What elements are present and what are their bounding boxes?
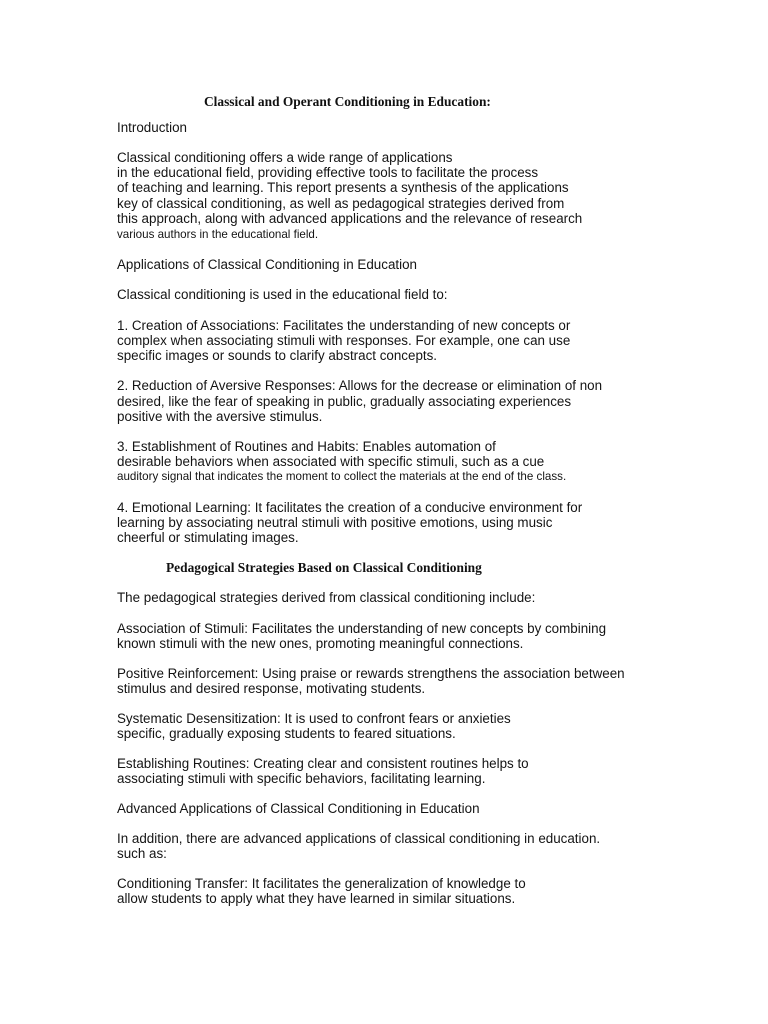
item-3-line: 3. Establishment of Routines and Habits: Enables automation of (117, 439, 496, 454)
strategies-lead: The pedagogical strategies derived from classical conditioning include: (117, 590, 536, 605)
item-4-line: 4. Emotional Learning: It facilitates the creation of a conducive environment for (117, 500, 583, 515)
item-2-line: desired, like the fear of speaking in public, gradually associating experiences (117, 394, 572, 409)
item-3-line: auditory signal that indicates the moment to collect the materials at the end of the class. (117, 470, 567, 483)
item-1-line: 1. Creation of Associations: Facilitates the understanding of new concepts or (117, 318, 571, 333)
strategy-4-line: Establishing Routines: Creating clear and consistent routines helps to (117, 756, 529, 771)
transfer-line: Conditioning Transfer: It facilitates the generalization of knowledge to (117, 876, 526, 891)
intro-line: of teaching and learning. This report presents a synthesis of the applications (117, 180, 569, 195)
item-2-line: positive with the aversive stimulus. (117, 409, 323, 424)
intro-line: various authors in the educational field. (117, 228, 319, 241)
applications-lead: Classical conditioning is used in the educational field to: (117, 287, 448, 302)
advanced-heading: Advanced Applications of Classical Conditioning in Education (117, 801, 480, 816)
transfer-line: allow students to apply what they have learned in similar situations. (117, 891, 516, 906)
intro-line: key of classical conditioning, as well as pedagogical strategies derived from (117, 196, 565, 211)
strategy-1-line: known stimuli with the new ones, promoting meaningful connections. (117, 636, 524, 651)
applications-heading: Applications of Classical Conditioning in Education (117, 257, 417, 272)
item-2-line: 2. Reduction of Aversive Responses: Allows for the decrease or elimination of non (117, 378, 603, 393)
strategy-2-line: stimulus and desired response, motivating students. (117, 681, 426, 696)
strategy-2-line: Positive Reinforcement: Using praise or rewards strengthens the association between (117, 666, 625, 681)
intro-line: Classical conditioning offers a wide range of applications (117, 150, 453, 165)
item-4-line: cheerful or stimulating images. (117, 530, 299, 545)
item-1-line: specific images or sounds to clarify abstract concepts. (117, 348, 438, 363)
intro-heading: Introduction (117, 120, 187, 135)
advanced-lead-line: In addition, there are advanced applications of classical conditioning in education. (117, 831, 601, 846)
strategy-4-line: associating stimuli with specific behaviors, facilitating learning. (117, 771, 486, 786)
item-1-line: complex when associating stimuli with responses. For example, one can use (117, 333, 571, 348)
item-4-line: learning by associating neutral stimuli with positive emotions, using music (117, 515, 553, 530)
advanced-lead-line: such as: (117, 846, 167, 861)
strategy-3-line: Systematic Desensitization: It is used to confront fears or anxieties (117, 711, 511, 726)
strategies-heading: Pedagogical Strategies Based on Classical Conditioning (166, 560, 482, 575)
item-3-line: desirable behaviors when associated with specific stimuli, such as a cue (117, 454, 545, 469)
strategy-1-line: Association of Stimuli: Facilitates the understanding of new concepts by combining (117, 621, 607, 636)
intro-line: this approach, along with advanced applications and the relevance of research (117, 211, 583, 226)
document-title: Classical and Operant Conditioning in Education: (204, 94, 491, 109)
intro-line: in the educational field, providing effective tools to facilitate the process (117, 165, 539, 180)
strategy-3-line: specific, gradually exposing students to feared situations. (117, 726, 456, 741)
